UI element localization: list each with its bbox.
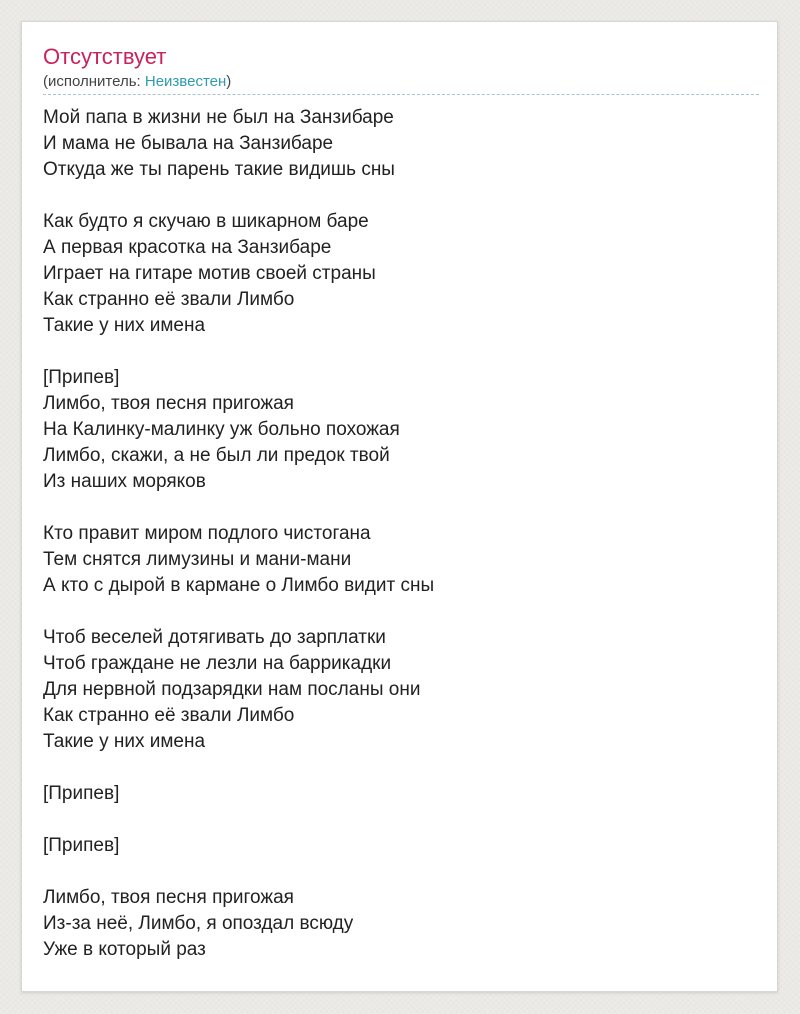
lyrics-line: Тем снятся лимузины и мани-мани (43, 549, 352, 570)
lyrics-line: Из-за неё, Лимбо, я опоздал всюду (43, 913, 354, 934)
lyrics-line: Лимбо, скажи, а не был ли предок твой (43, 445, 390, 466)
lyrics-line: [Припев] (43, 367, 120, 388)
lyrics-card (21, 21, 778, 992)
artist-line (43, 72, 759, 95)
song-title: Отсутствует (43, 44, 167, 69)
lyrics-stanza (43, 833, 759, 859)
lyrics-line: Мой папа в жизни не был на Занзибаре (43, 107, 394, 128)
lyrics-body (43, 105, 759, 989)
lyrics-line: Уже в который раз (43, 939, 206, 960)
lyrics-line: Из наших моряков (43, 471, 206, 492)
lyrics-line: Такие у них имена (43, 731, 206, 752)
lyrics-line: Чтоб веселей дотягивать до зарплатки (43, 627, 386, 648)
lyrics-line: А первая красотка на Занзибаре (43, 237, 332, 258)
lyrics-line: Такие у них имена (43, 315, 206, 336)
lyrics-line: [Припев] (43, 783, 120, 804)
lyrics-line: Играет на гитаре мотив своей страны (43, 263, 376, 284)
lyrics-line: Как будто я скучаю в шикарном баре (43, 211, 369, 232)
lyrics-stanza (43, 625, 759, 755)
artist-link[interactable]: Неизвестен (144, 73, 227, 90)
lyrics-line: Как странно её звали Лимбо (43, 705, 295, 726)
lyrics-line: На Калинку-малинку уж больно похожая (43, 419, 400, 440)
lyrics-line: Лимбо, твоя песня пригожая (43, 393, 294, 414)
lyrics-line: Откуда же ты парень такие видишь сны (43, 159, 395, 180)
lyrics-stanza (43, 885, 759, 963)
lyrics-line: [Припев] (43, 835, 120, 856)
lyrics-stanza (43, 105, 759, 183)
lyrics-line: Чтоб граждане не лезли на баррикадки (43, 653, 392, 674)
artist-suffix: ) (226, 73, 232, 90)
lyrics-line: А кто с дырой в кармане о Лимбо видит сны (43, 575, 435, 596)
lyrics-line: И мама не бывала на Занзибаре (43, 133, 334, 154)
lyrics-stanza (43, 781, 759, 807)
lyrics-line: Кто правит миром подлого чистогана (43, 523, 371, 544)
lyrics-line: Лимбо, твоя песня пригожая (43, 887, 294, 908)
lyrics-stanza (43, 209, 759, 339)
lyrics-line: Для нервной подзарядки нам посланы они (43, 679, 421, 700)
lyrics-stanza (43, 521, 759, 599)
artist-prefix: (исполнитель: (43, 73, 145, 90)
lyrics-line: Как странно её звали Лимбо (43, 289, 295, 310)
lyrics-stanza (43, 365, 759, 495)
song-header (43, 42, 759, 95)
